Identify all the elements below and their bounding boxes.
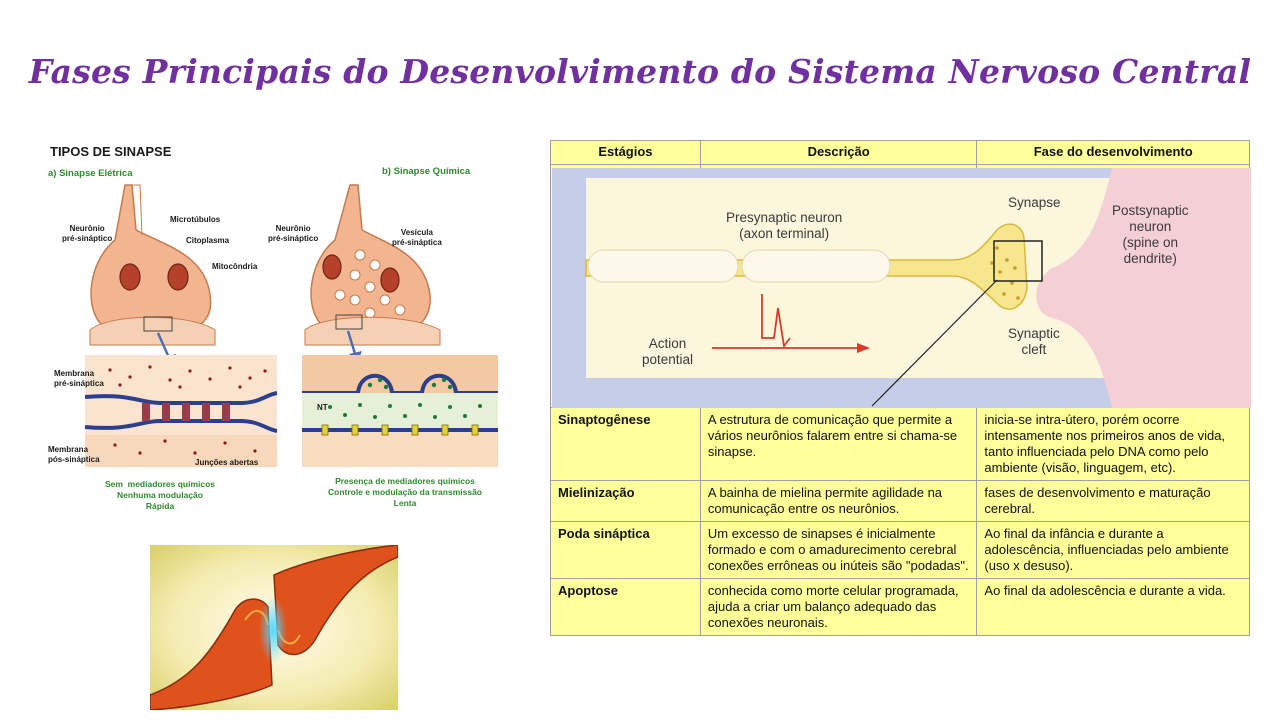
electric-synapse-label: a) Sinapse Elétrica (48, 168, 133, 179)
stage-cell: Poda sináptica (551, 522, 701, 579)
synapse-label: Synapse (1008, 195, 1061, 210)
table-row (551, 481, 1250, 522)
slide-title: Fases Principais do Desenvolvimento do Sistema Nervoso Central (28, 52, 1252, 91)
synapse-illustration (40, 135, 520, 525)
electric-presynaptic-label: Neurônio pré-sináptico (62, 224, 113, 243)
phase-cell: Ao final da adolescência e durante a vida. (977, 579, 1250, 636)
column-header-phase: Fase do desenvolvimento (977, 141, 1250, 165)
mitochondria-label: Mitocôndria (212, 262, 258, 271)
description-cell: A bainha de mielina permite agilidade na comunicação entre os neurônios. (700, 481, 977, 522)
table-row (551, 522, 1250, 579)
chemical-synapse-label: b) Sinapse Química (382, 166, 471, 177)
electric-caption: Sem mediadores químicos Nenhuma modulação Rápida (104, 479, 216, 511)
microtubules-label: Microtúbulos (170, 215, 221, 224)
membrane-pre-label: Membrana pré-sináptica (54, 369, 104, 388)
junctions-label: Junções abertas (195, 458, 259, 467)
table-row (551, 579, 1250, 636)
column-header-stage: Estágios (551, 141, 701, 165)
membrane-post-label: Membrana pós-sináptica (48, 445, 100, 464)
postsynaptic-neuron-label: Postsynaptic neuron (spine on dendrite) (1112, 203, 1189, 266)
phase-cell: inicia-se intra-útero, porém ocorre intensamente nos primeiros anos de vida, tanto influenciada pelo DNA como pelo ambiente (visão, linguagem, etc). (977, 408, 1250, 481)
vesicle-label: Vesícula pré-sináptica (392, 228, 442, 247)
stage-cell: Mielinização (551, 481, 701, 522)
description-cell: A estrutura de comunicação que permite a vários neurônios falarem entre si chama-se sinapse. (700, 408, 977, 481)
column-header-description: Descrição (700, 141, 977, 165)
action-potential-label: Action potential (642, 336, 694, 367)
cytoplasm-label: Citoplasma (186, 236, 230, 245)
neuron-synapse-diagram (552, 168, 1251, 408)
stage-cell: Sinaptogênese (551, 408, 701, 481)
description-cell: conhecida como morte celular programada, ajuda a criar um balanço adequado das conexões neuronais. (700, 579, 977, 636)
synapse-types-figure (40, 135, 520, 525)
nt-label: NT (317, 403, 328, 412)
synaptic-cleft-label: Synaptic cleft (1008, 326, 1060, 357)
table-row (551, 408, 1250, 481)
phase-cell: fases de desenvolvimento e maturação cerebral. (977, 481, 1250, 522)
synapse-3d-image (150, 545, 398, 710)
description-cell: Um excesso de sinapses é inicialmente formado e com o amadurecimento cerebral conexões errôneas ou inúteis são "podadas". (700, 522, 977, 579)
chemical-presynaptic-label: Neurônio pré-sináptico (268, 224, 319, 243)
stage-cell: Apoptose (551, 579, 701, 636)
presynaptic-neuron-label: Presynaptic neuron (axon terminal) (726, 210, 843, 241)
chemical-caption: Presença de mediadores químicos Controle e modulação da transmissão Lenta (328, 476, 482, 508)
phase-cell: Ao final da infância e durante a adolescência, influenciadas pelo ambiente (uso x desuso). (977, 522, 1250, 579)
synapse-types-heading: TIPOS DE SINAPSE (50, 144, 172, 159)
table-header-row (551, 141, 1250, 165)
